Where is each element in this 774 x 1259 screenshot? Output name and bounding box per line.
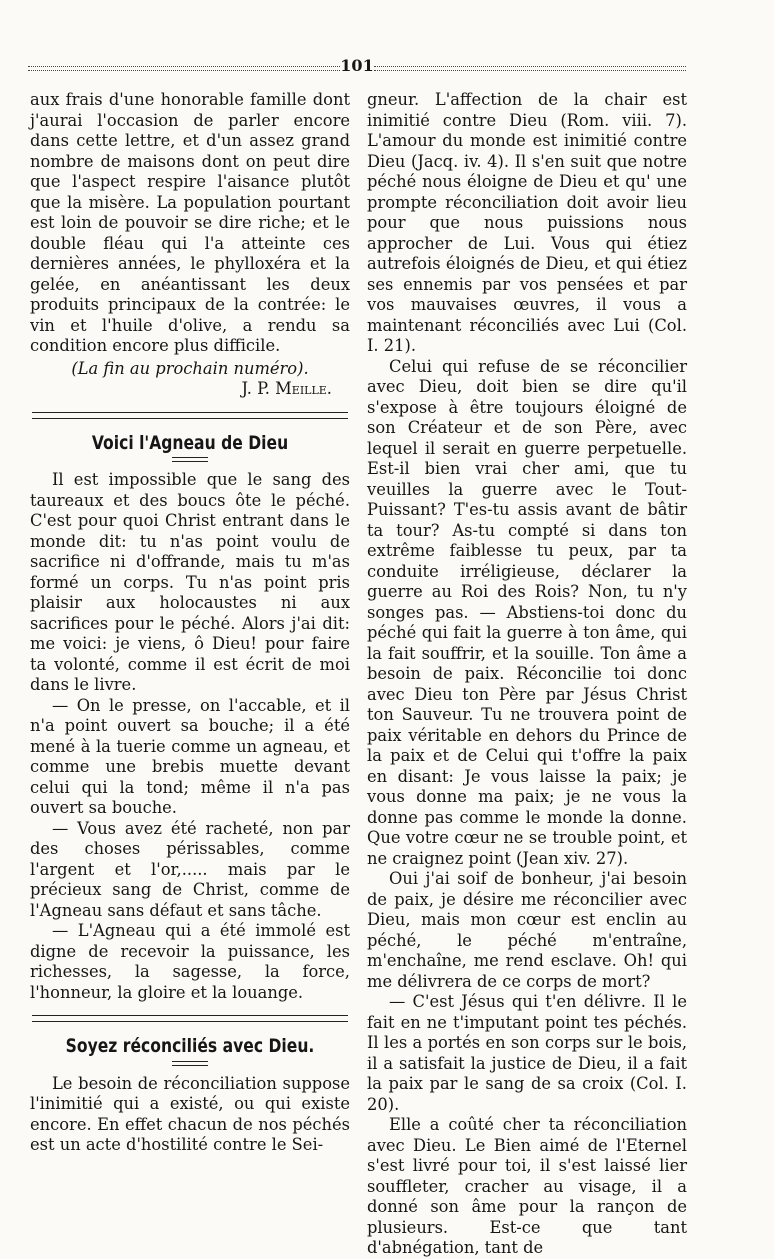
section-divider [32,1015,348,1022]
header-rule-right [374,66,686,71]
paragraph: — C'est Jésus qui t'en délivre. Il le fait en ne t'imputant point tes péchés. Il les a portés en son corps sur le bois, il a satisfait la justice de Dieu, il a fait la paix par le sang de sa croix (Col. I. 20). [367,992,687,1114]
continued-note: (La fin au prochain numéro). [71,358,309,378]
signature-name: Meille. [275,379,332,398]
paragraph: Le besoin de réconciliation suppose l'inimitié qui a existé, ou qui existe encore. En effet chacun de nos péchés est un acte d'hostilité contre le Sei- [30,1073,350,1154]
title-underline [172,1061,208,1066]
paragraph: — L'Agneau qui a été immolé est digne de recevoir la puissance, les richesses, la sagesse, la force, l'honneur, la gloire et la louange. [30,921,350,1002]
paragraph: Il est impossible que le sang des taureaux et des boucs ôte le péché. C'est pour quoi Christ entrant dans le monde dit: tu n'as point voulu de sacrifice ni d'offrande, mais tu m'as formé un corps. Tu n'as point pris plaisir aux holocaustes ni aux sacrifices pour le péché. Alors j'ai dit: me voici: je viens, ô Dieu! pour faire ta volonté, comme il est écrit de moi dans le livre. [30,470,350,694]
right-column [367,90,687,1259]
title-underline [172,457,208,462]
section-title-agneau: Voici l'Agneau de Dieu [91,431,289,454]
article-continuation: aux frais d'une honorable famille dont j'aurai l'occasion de parler encore dans cette lettre, et d'un assez grand nombre de maisons dont on peut dire que l'aspect respire l'aisance plutôt que la misère. La population pourtant est loin de pouvoir se dire riche; et le double fléau qui l'a atteinte ces dernières années, le phylloxéra et la gelée, en anéantissant les deux produits principaux de la contrée: le vin et l'huile d'olive, a rendu sa condition encore plus difficile. [30,90,350,355]
paragraph: gneur. L'affection de la chair est inimitié contre Dieu (Rom. viii. 7). L'amour du monde est inimitié contre Dieu (Jacq. iv. 4). Il s'en suit que notre péché nous éloigne de Dieu et qu' une prompte réconciliation doit avoir lieu pour que nous puissions nous approcher de Lui. Vous qui étiez autrefois éloignés de Dieu, et qui étiez ses ennemis par vos pensées et par vos mauvaises œuvres, il vous a maintenant réconciliés avec Lui (Col. I. 21). [367,90,687,355]
paragraph: Celui qui refuse de se réconcilier avec Dieu, doit bien se dire qu'il s'expose à être toujours éloigné de son Créateur et de son Père, avec lequel il serait en guerre perpetuelle. Est-il bien vrai cher ami, que tu veuilles la guerre avec le Tout-Puissant? T'es-tu assis avant de bâtir ta tour? As-tu compté si dans ton extrême faiblesse tu peux, par ta conduite irréligieuse, déclarer la guerre au Roi des Rois? Non, tu n'y songes pas. — Abstiens-toi donc du péché qui fait la guerre à ton âme, qui la fait souffrir, et la souille. Ton âme a besoin de paix. Réconcilie toi donc avec Dieu ton Père par Jésus Christ ton Sauveur. Tu ne trouvera point de paix véritable en dehors du Prince de la paix et de Celui qui t'offre la paix en disant: Je vous laisse la paix; je vous donne ma paix; je ne vous la donne pas comme le monde la donne. Que votre cœur ne se trouble point, et ne craignez point (Jean xiv. 27). [367,356,687,868]
signature-initials: J. P. [241,379,270,398]
paragraph: — On le presse, on l'accable, et il n'a point ouvert sa bouche; il a été mené à la tuerie comme un agneau, et comme une brebis muette devant celui qui la tond; même il n'a pas ouvert sa bouche. [30,695,350,817]
left-column [30,90,350,1156]
section-divider [32,412,348,419]
author-signature [30,379,350,400]
paragraph: Elle a coûté cher ta réconciliation avec Dieu. Le Bien aimé de l'Eternel s'est livré pour toi, il s'est laissé lier souffleter, cracher au visage, il a donné son âme pour la rançon de plusieurs. Est-ce que tant d'abnégation, tant de [367,1115,687,1257]
page-number: 101 [340,56,374,75]
paragraph: — Vous avez été racheté, non par des choses périssables, comme l'argent et l'or,..... mais par le précieux sang de Christ, comme de l'Agneau sans défaut et sans tâche. [30,818,350,920]
section-title-reconcilies: Soyez réconciliés avec Dieu. [65,1035,315,1057]
page-header [28,56,686,78]
paragraph: Oui j'ai soif de bonheur, j'ai besoin de paix, je désire me réconcilier avec Dieu, mais mon cœur est enclin au péché, le péché m'entraîne, m'enchaîne, me rend esclave. Oh! qui me délivrera de ce corps de mort? [367,869,687,991]
